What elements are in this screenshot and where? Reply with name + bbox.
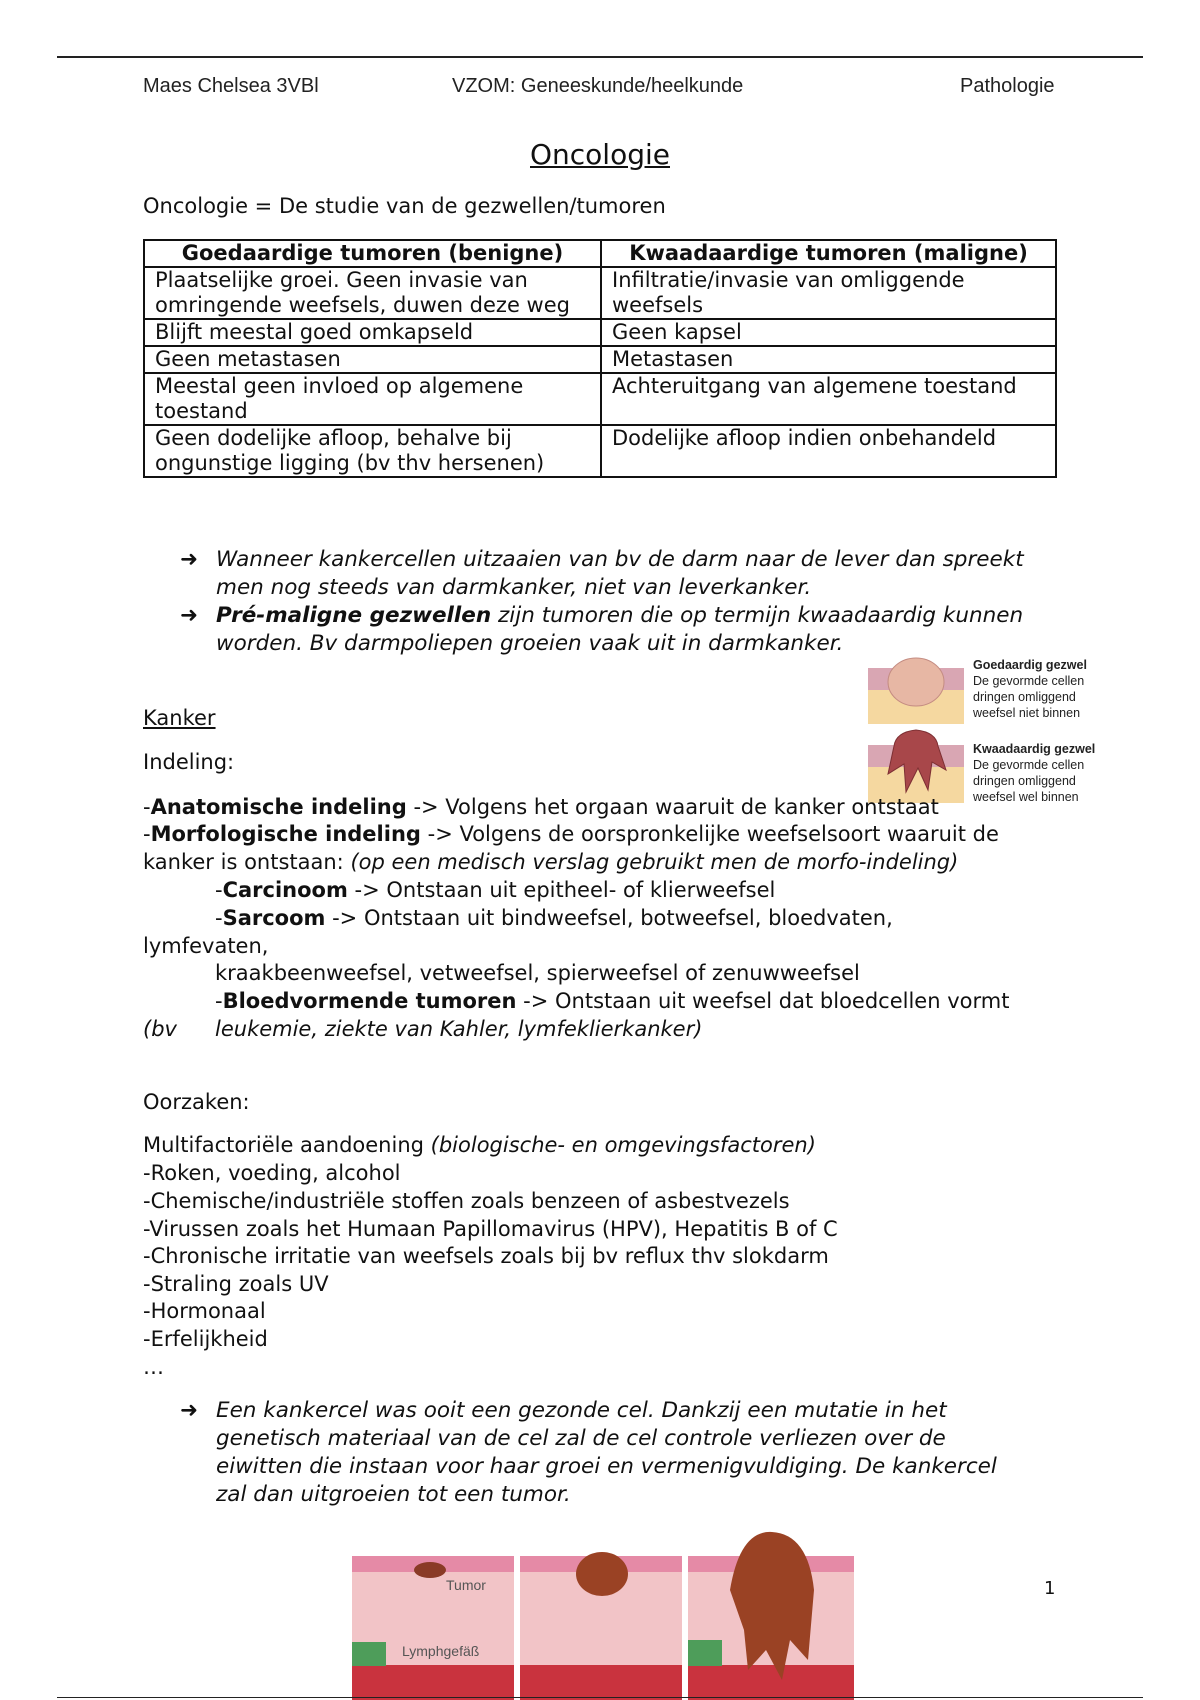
lymph-vessel [352, 1642, 386, 1666]
table-cell: Metastasen [601, 346, 1056, 373]
bullet-text: Een kankercel was ooit een gezonde cel. Dankzij een mutatie in het genetisch materiaal van de cel zal de cel controle verliezen over de eiwitten die instaan voor haar groei en vermenigvuldiging. De kankercel zal dan uitgroeien tot een tumor. [216, 1398, 997, 1507]
bloed-line: -Bloedvormende tumoren -> Ontstaan uit weefsel dat bloedcellen vormt [215, 989, 1010, 1013]
header-rule [57, 56, 1143, 58]
tumor-growth-illustration [352, 1530, 854, 1700]
table-cell: Meestal geen invloed op algemene toestand [144, 373, 601, 425]
list-item: -Chronische irritatie van weefsels zoals bij bv reflux thv slokdarm [143, 1244, 829, 1268]
table-header-malignant: Kwaadaardige tumoren (maligne) [601, 240, 1056, 267]
legend-benign-text: De gevormde cellen dringen omliggend weefsel niet binnen [973, 674, 1085, 720]
sarcoom-line: -Sarcoom -> Ontstaan uit bindweefsel, botweefsel, bloedvaten, [215, 906, 893, 930]
table-row [144, 425, 1056, 477]
oorzaken-heading: Oorzaken: [143, 1090, 250, 1114]
table-cell: Plaatselijke groei. Geen invasie van omringende weefsels, duwen deze weg [144, 267, 601, 319]
page-number: 1 [1044, 1578, 1056, 1599]
table-cell: Achteruitgang van algemene toestand [601, 373, 1056, 425]
table-cell: Geen dodelijke afloop, behalve bij ongunstige ligging (bv thv hersenen) [144, 425, 601, 477]
list-item: -Hormonaal [143, 1299, 266, 1323]
oorzaken-intro: Multifactoriële aandoening (biologische- en omgevingsfactoren) [143, 1133, 816, 1157]
kanker-heading: Kanker [143, 706, 216, 730]
legend-malignant-text: De gevormde cellen dringen omliggend weefsel wel binnen [973, 758, 1085, 804]
list-item: -Virussen zoals het Humaan Papillomavirus (HPV), Hepatitis B of C [143, 1217, 838, 1241]
definition: Oncologie = De studie van de gezwellen/tumoren [143, 194, 666, 218]
panel-3 [688, 1532, 854, 1700]
header-course: VZOM: Geneeskunde/heelkunde [452, 75, 744, 97]
table-header-benign: Goedaardige tumoren (benigne) [144, 240, 601, 267]
legend-benign-title: Goedaardig gezwel [973, 658, 1087, 672]
panel-1 [352, 1556, 514, 1700]
list-item: -Chemische/industriële stoffen zoals benzeen of asbestvezels [143, 1189, 790, 1213]
table-cell: Geen kapsel [601, 319, 1056, 346]
bullet-text: zijn tumoren die op termijn kwaadaardig kunnen worden. Bv darmpoliepen groeien vaak uit in darmkanker. [216, 603, 1024, 656]
panel-2 [520, 1552, 682, 1700]
table-cell: Geen metastasen [144, 346, 601, 373]
benign-tumor [888, 658, 944, 706]
table-cell: Dodelijke afloop indien onbehandeld [601, 425, 1056, 477]
bullet-kankercel [180, 1397, 1060, 1509]
table-row [144, 346, 1056, 373]
tumor-illustration [866, 650, 970, 810]
list-item: -Erfelijkheid [143, 1327, 268, 1351]
morfologisch-cont: kanker is ontstaan: (op een medisch verslag gebruikt men de morfo-indeling) [143, 850, 959, 874]
morfologisch-line: -Morfologische indeling -> Volgens de oorspronkelijke weefselsoort waaruit de [143, 822, 999, 846]
bullet-text: Wanneer kankercellen uitzaaien van bv de darm naar de lever dan spreekt men nog steeds van darmkanker, niet van leverkanker. [216, 547, 1024, 600]
sarcoom-cont1: lymfevaten, [143, 934, 269, 958]
header-author: Maes Chelsea 3VBl [143, 75, 319, 97]
footer-rule [57, 1697, 1143, 1698]
table-cell: Infiltratie/invasie van omliggende weefsels [601, 267, 1056, 319]
lymph-vessel [688, 1640, 722, 1666]
anatomisch-line: -Anatomische indeling -> Volgens het orgaan waaruit de kanker ontstaat [143, 795, 939, 819]
arrow-icon: ➜ [180, 1398, 199, 1423]
table-row [144, 373, 1056, 425]
arrow-icon: ➜ [180, 547, 199, 572]
carcinoom-line: -Carcinoom -> Ontstaan uit epitheel- of klierweefsel [215, 878, 776, 902]
legend-malignant [973, 741, 1103, 805]
sarcoom-cont2: kraakbeenweefsel, vetweefsel, spierweefsel of zenuwweefsel [215, 961, 860, 985]
bloed-bv: (bv [143, 1017, 177, 1041]
arrow-icon: ➜ [180, 603, 199, 628]
list-item: -Straling zoals UV [143, 1272, 329, 1296]
bullet-bold: Pré-maligne gezwellen [216, 603, 492, 628]
indeling-label: Indeling: [143, 750, 235, 774]
tumor-label: Tumor [446, 1577, 486, 1593]
header-subject: Pathologie [960, 75, 1055, 97]
table-cell: Blijft meestal goed omkapseld [144, 319, 601, 346]
list-item: -Roken, voeding, alcohol [143, 1161, 401, 1185]
list-item: … [143, 1355, 164, 1379]
comparison-table [143, 239, 1057, 478]
legend-benign [973, 657, 1103, 721]
legend-malignant-title: Kwaadaardig gezwel [973, 742, 1096, 756]
lymph-label: Lymphgefäß [402, 1643, 480, 1659]
table-row [144, 319, 1056, 346]
page-title: Oncologie [530, 138, 670, 171]
bullet-metastasis [180, 546, 1060, 602]
table-row [144, 267, 1056, 319]
bloed-cont: leukemie, ziekte van Kahler, lymfeklierkanker) [215, 1017, 703, 1041]
